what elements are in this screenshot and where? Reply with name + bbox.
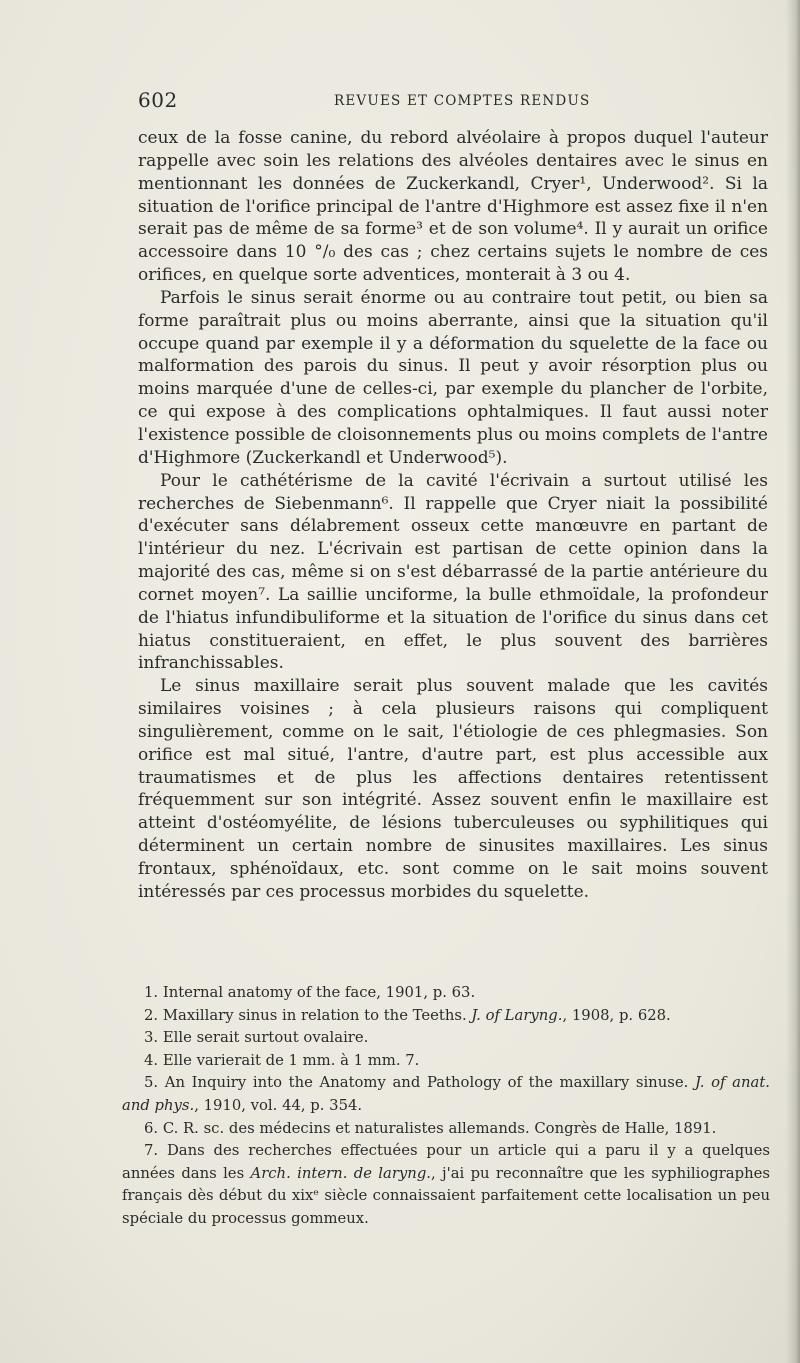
footnote-number: 7. (144, 1142, 159, 1160)
footnote-journal: J. of Laryng. (471, 1006, 563, 1024)
footnote-number: 3. (144, 1029, 159, 1047)
footnote-number: 4. (144, 1051, 159, 1069)
footnote-text: C. R. sc. des médecins et naturalistes allemands. Congrès de Halle, 1891. (162, 1119, 717, 1137)
footnote-text: Elle serait surtout ovalaire. (162, 1029, 369, 1047)
body-text (138, 127, 768, 904)
footnote-number: 1. (144, 984, 159, 1001)
running-title: REVUES ET COMPTES RENDUS (334, 93, 591, 109)
footnote-text: Elle varierait de 1 mm. à 1 mm. 7. (162, 1051, 420, 1069)
page-edge-shadow (786, 0, 800, 1363)
footnote-number: 5. (144, 1074, 159, 1092)
footnote-text: An Inquiry into the Anatomy and Pathology of the maxillary sinuse. (164, 1074, 689, 1092)
footnote-tail: , j'ai pu reconnaître que les syphiliographes français dès début du xixᵉ siècle connaissaient parfaitement cette localisation un peu spéciale du processus gommeux. (122, 1164, 770, 1227)
footnote-journal: J. of anat. and phys. (122, 1074, 770, 1114)
footnote-number: 2. (144, 1006, 159, 1024)
page-header (138, 88, 768, 116)
footnote (122, 1005, 770, 1028)
footnotes (122, 982, 770, 1231)
paragraph: ceux de la fosse canine, du rebord alvéolaire à propos duquel l'auteur rappelle avec soin les relations des alvéoles dentaires avec le sinus en mentionnant les données de Zuckerkandl, Cryer¹, Underwood². Si la situation de l'orifice principal de l'antre d'Highmore est assez fixe il n'en serait pas de même de sa forme³ et de son volume⁴. Il y aurait un orifice accessoire dans 10 °/₀ des cas ; chez certains sujets le nombre de ces orifices, en quelque sorte adventices, monterait à 3 ou 4. (138, 128, 768, 286)
footnote-number: 6. (144, 1119, 159, 1137)
footnote (122, 1140, 770, 1230)
footnote-text: Dans des recherches effectuées pour un article qui a paru il y a quelques années dans les (122, 1142, 770, 1182)
footnote-tail: , 1908, p. 628. (562, 1006, 671, 1024)
paragraph: Parfois le sinus serait énorme ou au contraire tout petit, ou bien sa forme paraîtrait plus ou moins aberrante, ainsi que la situation qu'il occupe quand par exemple il y a déformation du squelette de la face ou malformation des parois du sinus. Il peut y avoir résorption plus ou moins marquée d'une de celles-ci, par exemple du plancher de l'orbite, ce qui expose à des complications ophtalmiques. Il faut aussi noter l'existence possible de cloisonnements plus ou moins complets de l'antre d'Highmore (Zuckerkandl et Underwood⁵). (138, 287, 768, 468)
footnote-journal: Arch. intern. de laryng. (250, 1164, 431, 1182)
footnote (122, 1118, 770, 1141)
paragraph: Le sinus maxillaire serait plus souvent malade que les cavités similaires voisines ; à cela plusieurs raisons qui compliquent singulièrement, comme on le sait, l'étiologie de ces phlegmasies. Son orifice est mal situé, l'antre, d'autre part, est plus accessible aux traumatismes et de plus les affections dentaires retentissent fréquemment sur son intégrité. Assez souvent enfin le maxillaire est atteint d'ostéomyélite, de lésions tuberculeuses ou syphilitiques qui déterminent un certain nombre de sinusites maxillaires. Les sinus frontaux, sphénoïdaux, etc. sont comme on le sait moins souvent intéressés par ces processus morbides du squelette. (138, 676, 768, 902)
footnote-tail: , 1910, vol. 44, p. 354. (194, 1096, 363, 1114)
footnote (122, 1027, 770, 1050)
footnote (122, 1050, 770, 1073)
paragraph: Pour le cathétérisme de la cavité l'écrivain a surtout utilisé les recherches de Siebenmann⁶. Il rappelle que Cryer niait la possibilité d'exécuter sans délabrement osseux cette manœuvre en partant de l'intérieur du nez. L'écrivain est partisan de cette opinion dans la majorité des cas, même si on s'est débarrassé de la partie antérieure du cornet moyen⁷. La saillie unciforme, la bulle ethmoïdale, la profondeur de l'hiatus infundibuliforme et la situation de l'orifice du sinus dans cet hiatus constitueraient, en effet, le plus souvent des barrières infranchissables. (138, 470, 768, 674)
footnote (122, 1072, 770, 1117)
page-number: 602 (138, 88, 178, 112)
footnote (122, 982, 770, 1005)
footnote-text: Maxillary sinus in relation to the Teeths. (162, 1006, 467, 1024)
footnote-text: Internal anatomy of the face, 1901, p. 63. (162, 984, 476, 1001)
